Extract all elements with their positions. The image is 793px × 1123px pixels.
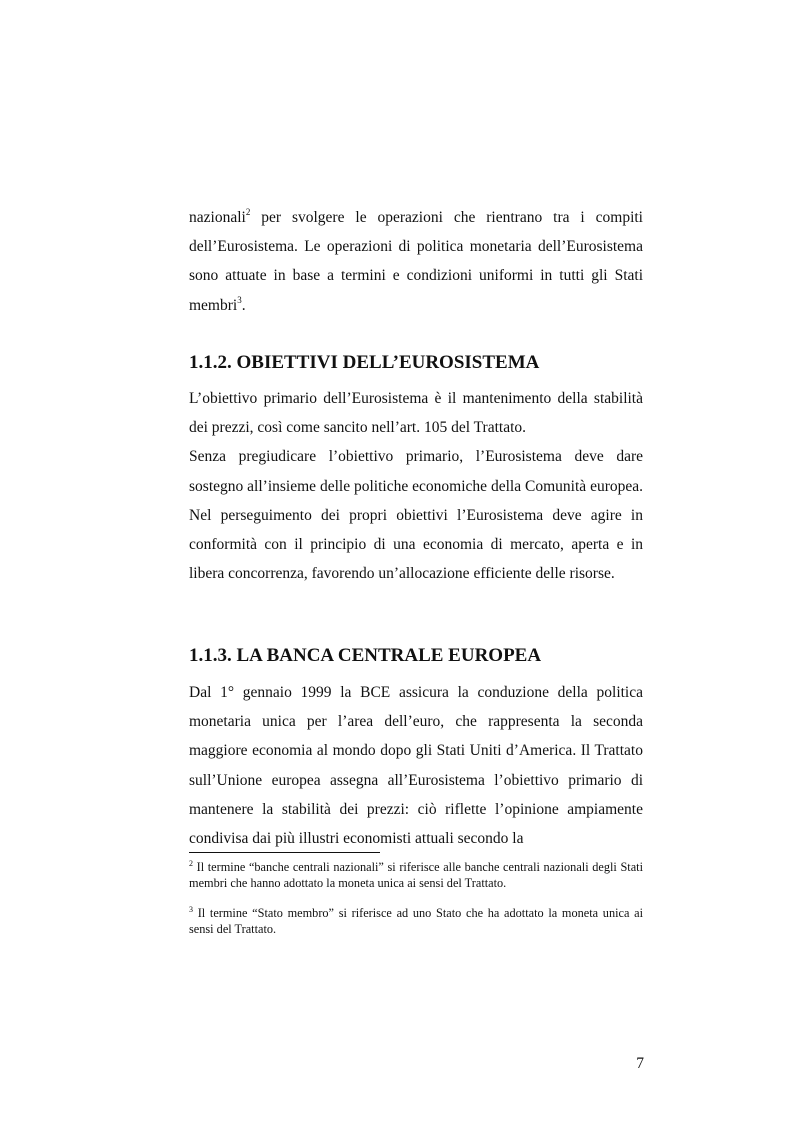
section-1-1-3-body	[189, 678, 643, 853]
footnote-text: Il termine “banche centrali nazionali” si riferisce alle banche centrali nazionali degli Stati membri che hanno adottato la moneta unica ai sensi del Trattato.	[189, 860, 643, 890]
page-number: 7	[636, 1055, 644, 1072]
intro-text-start: nazionali	[189, 209, 246, 226]
footnote-number: 3	[189, 905, 193, 914]
section-heading-1-1-2: 1.1.2. OBIETTIVI DELL’EUROSISTEMA	[189, 352, 540, 373]
intro-text-end: .	[241, 296, 246, 314]
footnote-text: Il termine “Stato membro” si riferisce ad uno Stato che ha adottato la moneta unica ai sensi del Trattato.	[189, 906, 643, 936]
footnote-ref-2[interactable]: 2	[245, 207, 251, 217]
footnote-2	[189, 859, 643, 891]
section-1-1-2-paragraph-1: L’obiettivo primario dell’Eurosistema è il mantenimento della stabilità dei prezzi, così come sancito nell’art. 105 del Trattato.	[189, 390, 643, 437]
footnote-number: 2	[189, 859, 193, 868]
section-1-1-3-paragraph-1: Dal 1° gennaio 1999 la BCE assicura la conduzione della politica monetaria unica per l’area dell’euro, che rappresenta la seconda maggiore economia al mondo dopo gli Stati Uniti d’America. Il Trattato sull’Unione europea assegna all’Eurosistema l’obiettivo primario di mantenere la stabilità dei prezzi: ciò riflette l’opinione ampiamente condivisa dai più illustri economisti attuali secondo la	[189, 684, 643, 848]
footnote-separator	[189, 852, 380, 853]
section-1-1-2-body	[189, 384, 643, 588]
intro-text-middle: per svolgere le operazioni che rientrano tra i compiti dell’Eurosistema. Le operazioni di politica monetaria dell’Eurosistema sono attuate in base a termini e condizioni uniformi in tutti gli Stati membri	[189, 209, 643, 314]
footnote-ref-3[interactable]: 3	[237, 294, 242, 305]
intro-paragraph	[189, 203, 643, 320]
section-heading-1-1-3: 1.1.3. LA BANCA CENTRALE EUROPEA	[189, 645, 542, 666]
intro-paragraph-block	[189, 203, 643, 320]
footnote-3	[189, 905, 643, 937]
section-1-1-2-paragraph-2: Senza pregiudicare l’obiettivo primario, l’Eurosistema deve dare sostegno all’insieme delle politiche economiche della Comunità europea. Nel perseguimento dei propri obiettivi l’Eurosistema deve agire in conformità con il principio di una economia di mercato, aperta e in libera concorrenza, favorendo un’allocazione efficiente delle risorse.	[189, 448, 643, 583]
